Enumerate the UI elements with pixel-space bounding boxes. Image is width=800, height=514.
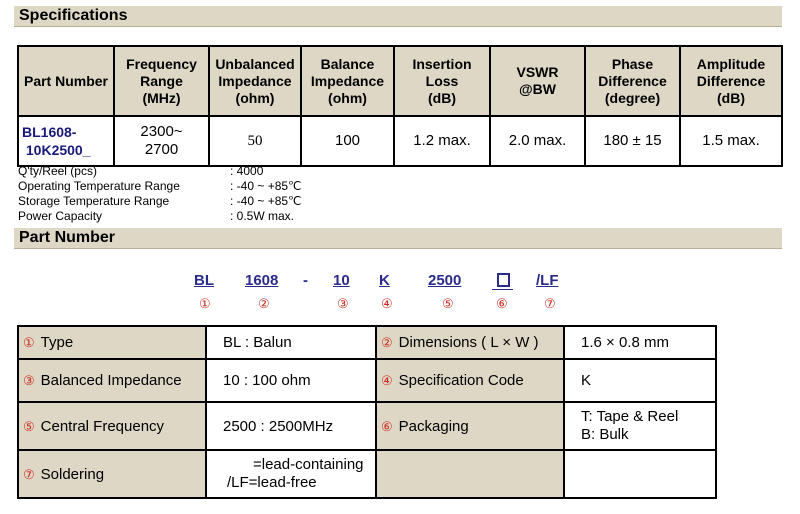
cell-balance-impedance: 100	[301, 116, 394, 166]
value-type: BL : Balun	[206, 326, 376, 359]
spec-data-row	[18, 116, 782, 166]
property-label: Storage Temperature Range	[18, 194, 170, 208]
header-frequency-range: Frequency Range (MHz)	[114, 46, 209, 116]
property-value: : 0.5W max.	[230, 209, 295, 223]
specifications-header	[14, 6, 782, 27]
packaging-placeholder-box	[497, 273, 510, 287]
value-packaging: T: Tape & Reel B: Bulk	[564, 402, 716, 450]
code-segment-dimensions: 1608	[245, 272, 279, 289]
cell-amplitude-difference: 1.5 max.	[680, 116, 782, 166]
empty-value-cell	[564, 450, 716, 498]
cell-insertion-loss: 1.2 max.	[394, 116, 490, 166]
definition-row	[18, 450, 716, 498]
header-phase-difference: Phase Difference (degree)	[585, 46, 680, 116]
cell-vswr: 2.0 max.	[490, 116, 585, 166]
empty-key-cell	[376, 450, 564, 498]
key-balanced-impedance: ③ Balanced Impedance	[18, 359, 206, 402]
specifications-table	[17, 45, 783, 167]
code-number-1: ①	[199, 296, 211, 311]
packaging-underline	[492, 289, 513, 290]
code-segment-type: BL	[194, 272, 214, 289]
header-unbalanced-impedance: Unbalanced Impedance (ohm)	[209, 46, 301, 116]
code-number-3: ③	[337, 296, 349, 311]
header-balance-impedance: Balance Impedance (ohm)	[301, 46, 394, 116]
value-balanced-impedance: 10 : 100 ohm	[206, 359, 376, 402]
value-central-frequency: 2500 : 2500MHz	[206, 402, 376, 450]
property-value: : 4000	[230, 164, 264, 178]
part-number-header	[14, 228, 782, 249]
key-packaging: ⑥ Packaging	[376, 402, 564, 450]
code-number-2: ②	[258, 296, 270, 311]
cell-phase-difference: 180 ± 15	[585, 116, 680, 166]
code-number-4: ④	[381, 296, 393, 311]
definition-row	[18, 326, 716, 359]
property-label: Operating Temperature Range	[18, 179, 180, 193]
spec-header-row	[18, 46, 782, 116]
cell-frequency-range: 2300~ 2700	[114, 116, 209, 166]
key-dimensions: ② Dimensions ( L × W )	[376, 326, 564, 359]
property-label: Power Capacity	[18, 209, 103, 223]
header-vswr: VSWR @BW	[490, 46, 585, 116]
code-segment-frequency: 2500	[428, 272, 462, 289]
cell-unbalanced-impedance: 50	[209, 116, 301, 166]
code-number-7: ⑦	[544, 296, 556, 311]
code-segment-impedance: 10	[333, 272, 350, 289]
specifications-title: Specifications	[19, 7, 128, 24]
property-value: : -40 ~ +85℃	[230, 179, 302, 193]
part-number-title: Part Number	[19, 229, 116, 246]
part-number-definitions-table	[17, 325, 717, 499]
definition-row	[18, 359, 716, 402]
code-separator: -	[303, 272, 308, 289]
key-central-frequency: ⑤ Central Frequency	[18, 402, 206, 450]
definition-row	[18, 402, 716, 450]
code-segment-soldering: /LF	[536, 272, 559, 289]
value-soldering: =lead-containing /LF=lead-free	[206, 450, 376, 498]
header-insertion-loss: Insertion Loss (dB)	[394, 46, 490, 116]
property-value: : -40 ~ +85℃	[230, 194, 302, 208]
value-specification-code: K	[564, 359, 716, 402]
cell-part-number: BL1608- 10K2500_	[18, 116, 114, 166]
header-amplitude-difference: Amplitude Difference (dB)	[680, 46, 782, 116]
code-number-6: ⑥	[496, 296, 508, 311]
property-label: Q'ty/Reel (pcs)	[18, 164, 97, 178]
key-specification-code: ④ Specification Code	[376, 359, 564, 402]
code-segment-spec: K	[379, 272, 390, 289]
key-type: ① Type	[18, 326, 206, 359]
header-part-number: Part Number	[18, 46, 114, 116]
key-soldering: ⑦ Soldering	[18, 450, 206, 498]
code-number-5: ⑤	[442, 296, 454, 311]
value-dimensions: 1.6 × 0.8 mm	[564, 326, 716, 359]
